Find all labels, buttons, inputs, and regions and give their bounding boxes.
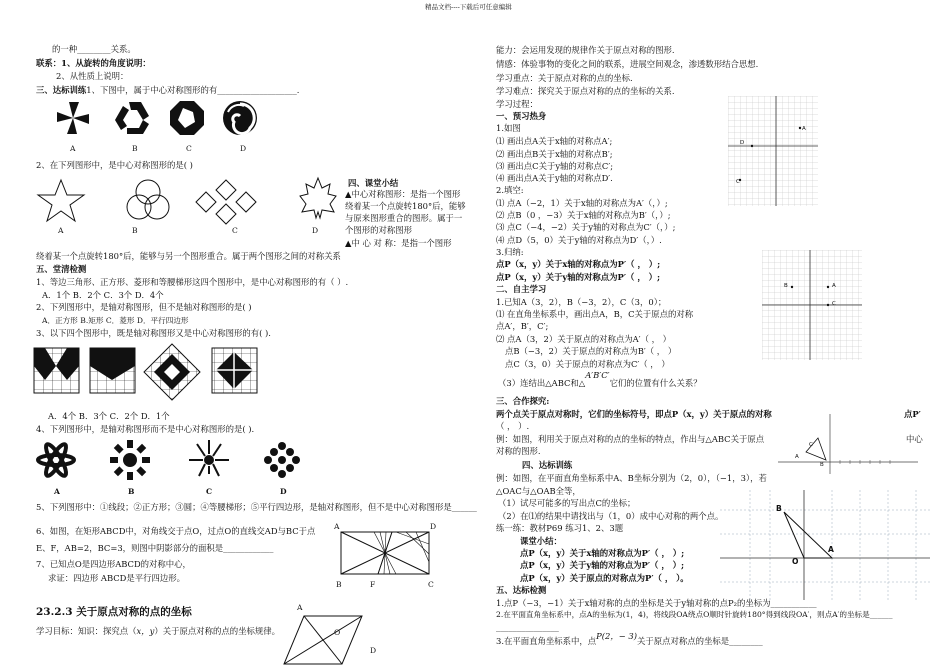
summary-line-1: ▲中心对称图形：是指一个图形 bbox=[345, 189, 461, 199]
para-label-d: D bbox=[370, 646, 377, 655]
q1-label-b: B bbox=[132, 144, 138, 153]
section-5-title: 五、堂清检测 bbox=[36, 264, 87, 274]
r4d-text: 点B（−3，2）关于原点的对称点为B′（ ， ） bbox=[505, 346, 677, 356]
grid-figure-1 bbox=[34, 348, 79, 393]
coop-line-3: 例：如图，利用关于原点对称的点的坐标的特点，作出与△ABC关于原点 bbox=[496, 434, 765, 444]
leaf-figure bbox=[300, 178, 336, 218]
t3-grid-figures bbox=[34, 344, 269, 402]
summary-line-3: 与原来图形重合的图形。属于一 bbox=[345, 213, 463, 223]
preview-title: 一、预习热身 bbox=[496, 111, 547, 121]
r2-text: 2.填空: bbox=[496, 185, 524, 195]
parallelogram-figure bbox=[282, 610, 372, 672]
q1-figures bbox=[55, 100, 295, 140]
r2c-text: ⑶ 点C（−4，−2）关于y轴的对称点为C′（，）; bbox=[496, 222, 676, 232]
rect-label-d: D bbox=[430, 522, 437, 531]
recycle-figure bbox=[115, 102, 149, 134]
t2-text: 2、下列图形中，是轴对称图形，但不是轴对称图形的是( ) bbox=[36, 302, 252, 312]
coordinate-grid-4 bbox=[720, 490, 930, 600]
summary-title: 四、课堂小结 bbox=[348, 178, 399, 188]
rect-label-f: F bbox=[370, 580, 376, 589]
grid-figure-3 bbox=[144, 344, 200, 400]
coordinate-grid-2 bbox=[762, 250, 862, 360]
q2-label-b: B bbox=[132, 226, 138, 235]
class-summary-1: 点P（x，y）关于x轴的对称点为P′（ ， ）; bbox=[520, 548, 685, 558]
grid3-label-a: A bbox=[795, 454, 799, 460]
grid-figure-2 bbox=[90, 348, 135, 393]
r4c-text: ⑵ 点A（3，2）关于原点的对称点为A′（ ， ） bbox=[496, 334, 672, 344]
q2-label-d: D bbox=[312, 226, 319, 235]
grid4-label-o: O bbox=[792, 557, 799, 566]
t1-options: A．1个 B．2个 C．3个 D．4个 bbox=[42, 290, 164, 300]
t5-text: 5、下列图形中：①线段；②正方形；③圆；④等腰梯形；⑤平行四边形，是轴对称图形，但不是中心对称图形是______ bbox=[36, 502, 477, 512]
coordinate-grid-1 bbox=[728, 96, 818, 206]
summary-line-5: ▲中 心 对 称：是指一个图形 bbox=[345, 238, 452, 248]
e3-text-b: 关于原点对称点的坐标是________ bbox=[637, 636, 763, 646]
r4f-text-a: （3）连结出△ABC和△ bbox=[498, 378, 586, 388]
r4f-text-b: 它们的位置有什么关系？ bbox=[609, 378, 702, 388]
r4b-text: 点A′，B′，C′; bbox=[496, 321, 549, 331]
header-watermark: 精品文档----下载后可任意编辑 bbox=[425, 3, 512, 11]
para-label-o: O bbox=[334, 628, 341, 637]
grid1-label-d: D bbox=[740, 140, 745, 146]
pinwheel-figure bbox=[57, 102, 89, 134]
r1c-text: ⑶ 画出点C关于y轴的对称点C′; bbox=[496, 161, 614, 171]
summary-line-4: 个图形的对称图形 bbox=[345, 225, 412, 235]
section-3-title: 三、达标训练 bbox=[36, 85, 87, 95]
d2-text: △OAC与△OAB全等， bbox=[496, 486, 581, 496]
q1-text: 1、下图中，属于中心对称图形的有___________________. bbox=[86, 85, 300, 95]
r3a-text: 点P（x，y）关于x轴的对称点为P′（ ， ）; bbox=[496, 259, 661, 269]
t4-figures bbox=[34, 438, 304, 484]
grid2-label-b: B bbox=[784, 283, 788, 289]
goal-ability: 能力：会运用发现的规律作关于原点对称的图形. bbox=[496, 45, 675, 55]
t4-text: 4、下列图形中，是轴对称图形而不是中心对称图形的是( ). bbox=[36, 424, 255, 434]
coop-line-1: 两个点关于原点对称时，它们的坐标符号，即点P（x，y）关于原点的对称 bbox=[496, 409, 772, 419]
q2-figures bbox=[36, 178, 336, 226]
t4-label-b: B bbox=[128, 487, 135, 496]
check-title: 五、达标检测 bbox=[496, 585, 547, 595]
t1-text: 1、等边三角形、正方形、菱形和等腰梯形这四个图形中，是中心对称图形的有（ ）. bbox=[36, 277, 349, 287]
grid-figure-4 bbox=[212, 348, 257, 393]
coordinate-grid-3 bbox=[778, 414, 918, 474]
coop-line-2: （ ， ）. bbox=[496, 421, 530, 431]
t4-figure-b bbox=[110, 440, 150, 480]
class-summary-3: 点P（x，y）关于原点的对称点为P′（ ， ）。 bbox=[520, 573, 689, 583]
d5-text: 练一练：教材P69 练习1、2、3题 bbox=[496, 523, 624, 533]
grid1-label-a: A bbox=[802, 126, 806, 132]
difficulty-point: 学习难点：探究关于原点对称的点的坐标的关系. bbox=[496, 86, 675, 96]
r1-text: 1.如图 bbox=[496, 123, 521, 133]
t4-figure-d bbox=[264, 442, 300, 478]
t3-options: A．4个 B．3个 C．2个 D．1个 bbox=[48, 411, 170, 421]
summary-line-6: 绕着某一个点旋转180°后，能够与另一个图形重合。属于两个图形之间的对称关系 bbox=[36, 251, 341, 261]
rect-label-c: C bbox=[428, 580, 434, 589]
e1-text: 1.点P（−3，−1）关于x轴对称的点的坐标是关于y轴对称的点P₂的坐标为___________ bbox=[496, 598, 817, 608]
q1-label-c: C bbox=[186, 144, 192, 153]
e3-text-a: 3.在平面直角坐标系中，点 bbox=[496, 636, 597, 646]
octagon-figure bbox=[170, 101, 204, 135]
coop-title: 三、合作探究: bbox=[496, 396, 550, 406]
lianxi-line-2: 2、从性质上说明： bbox=[56, 71, 129, 81]
t7-text-b: 求证：四边形 ABCD是平行四边形。 bbox=[48, 573, 186, 583]
r4f-triangle: A′B′C′ bbox=[585, 370, 610, 380]
r3-text: 3.归纳: bbox=[496, 247, 524, 257]
q2-text: 2、在下列图形中，是中心对称图形的是( ) bbox=[36, 160, 193, 170]
r4a-text: ⑴ 在直角坐标系中，画出点A，B，C关于原点的对称 bbox=[496, 309, 694, 319]
r2a-text: ⑴ 点A（−2，1）关于x轴的对称点为A′（，）; bbox=[496, 198, 668, 208]
lianxi-line: 联系：1、从旋转的角度说明： bbox=[36, 58, 151, 68]
star-figure bbox=[38, 180, 84, 221]
process-label: 学习过程： bbox=[496, 99, 538, 109]
class-summary-2: 点P（x，y）关于y轴的对称点为P′（ ， ）; bbox=[520, 560, 685, 570]
e2-text: 2.在平面直角坐标系中，点A的坐标为(1，4)，将线段OA绕点O顺时针旋转180°得到线段OA′，则点A′的坐标是______ bbox=[496, 610, 893, 619]
grid4-label-a: A bbox=[828, 545, 834, 554]
t4-label-c: C bbox=[206, 487, 213, 496]
goal-emotion: 情感：体验事物的变化之间的联系，进展空间观念，渗透数形结合思想. bbox=[496, 59, 759, 69]
practice-title: 四、达标训练 bbox=[522, 460, 573, 470]
r4-text: 1.已知A（3，2），B（−3，2），C（3，0）； bbox=[496, 297, 667, 307]
t4-figure-c bbox=[189, 440, 229, 476]
key-point: 学习重点：关于原点对称的点的坐标. bbox=[496, 73, 633, 83]
rect-label-b: B bbox=[336, 580, 342, 589]
e3-point: P(2，− 3) bbox=[596, 631, 638, 641]
grid4-label-b: B bbox=[776, 504, 782, 513]
rect-label-a: A bbox=[334, 522, 340, 531]
t6-text-a: 6、如图，在矩形ABCD中，对角线交于点O，过点O的直线交AD与BC于点 bbox=[36, 526, 316, 536]
e2-blank: _______________ bbox=[496, 622, 559, 632]
t3-text: 3、以下四个图形中，既是轴对称图形又是中心对称图形的有( ). bbox=[36, 328, 271, 338]
grid2-label-a: A bbox=[832, 283, 836, 289]
r1a-text: ⑴ 画出点A关于x轴的对称点A′; bbox=[496, 136, 613, 146]
r4e-text: 点C（3，0）关于原点的对称点为C′（ ， ） bbox=[505, 359, 670, 369]
grid3-label-c: C bbox=[809, 442, 813, 448]
t4-label-a: A bbox=[54, 487, 60, 496]
learning-goal-b: ）关于原点对称的点的坐标规律。 bbox=[154, 626, 280, 636]
t4-label-d: D bbox=[280, 487, 287, 496]
grid2-label-c: C bbox=[832, 301, 836, 307]
r2b-text: ⑵ 点B（0 ，−3）关于x轴的对称点为B′（，）; bbox=[496, 210, 671, 220]
coop-line-1-end: 点P′ bbox=[904, 409, 921, 419]
learning-goal-xy: x，y bbox=[136, 626, 155, 636]
summary-line-2: 绕着某一个点旋转180°后，能够 bbox=[345, 201, 466, 211]
q1-label-d: D bbox=[240, 144, 247, 153]
spiral-figure bbox=[223, 101, 257, 135]
t2-options: A．正方形 B.矩形 C．菱形 D．平行四边形 bbox=[42, 316, 189, 325]
trefoil-figure bbox=[127, 180, 169, 219]
r2d-text: ⑷ 点D（5，0）关于y轴的对称点为D′（，）. bbox=[496, 235, 662, 245]
learning-goal-a: 学习目标：知识：探究点（ bbox=[36, 626, 137, 636]
four-rhombus-figure bbox=[196, 180, 256, 224]
q1-label-a: A bbox=[70, 144, 76, 153]
d1-text: 例：如图，在平面直角坐标系中A、B坐标分别为（2，0），（−1，3），若 bbox=[496, 473, 767, 483]
class-summary-title: 课堂小结： bbox=[520, 536, 562, 546]
q2-label-a: A bbox=[58, 226, 64, 235]
self-study-title: 二、自主学习 bbox=[496, 284, 547, 294]
intro-line: 的一种________关系。 bbox=[52, 44, 136, 54]
r1b-text: ⑵ 画出点B关于x轴的对称点B′; bbox=[496, 149, 613, 159]
d3-text: （1）试尽可能多的写出点C的坐标； bbox=[498, 498, 636, 508]
r1d-text: ⑷ 画出点A关于y轴的对称点D′. bbox=[496, 173, 613, 183]
coop-line-4: 对称的图形. bbox=[496, 446, 541, 456]
t4-figure-a bbox=[38, 442, 74, 478]
t7-text-a: 7、已知点O是四边形ABCD的对称中心， bbox=[36, 559, 191, 569]
para-label-a: A bbox=[297, 603, 303, 612]
d4-text: （2）在⑴的结果中请找出与（1，0）成中心对称的两个点。 bbox=[498, 511, 724, 521]
section-23-2-3-title: 23.2.3 关于原点对称的点的坐标 bbox=[36, 606, 192, 618]
t6-text-b: E、F，AB=2，BC=3，则图中阴影部分的面积是____________ bbox=[36, 543, 274, 553]
coop-line-3-end: 中心 bbox=[906, 434, 923, 444]
r3b-text: 点P（x，y）关于y轴的对称点为P′（ ， ）; bbox=[496, 272, 661, 282]
grid3-label-b: B bbox=[820, 462, 824, 468]
rectangle-abcd-figure bbox=[336, 524, 436, 580]
q2-label-c: C bbox=[232, 226, 238, 235]
grid1-label-c: C bbox=[736, 179, 740, 185]
